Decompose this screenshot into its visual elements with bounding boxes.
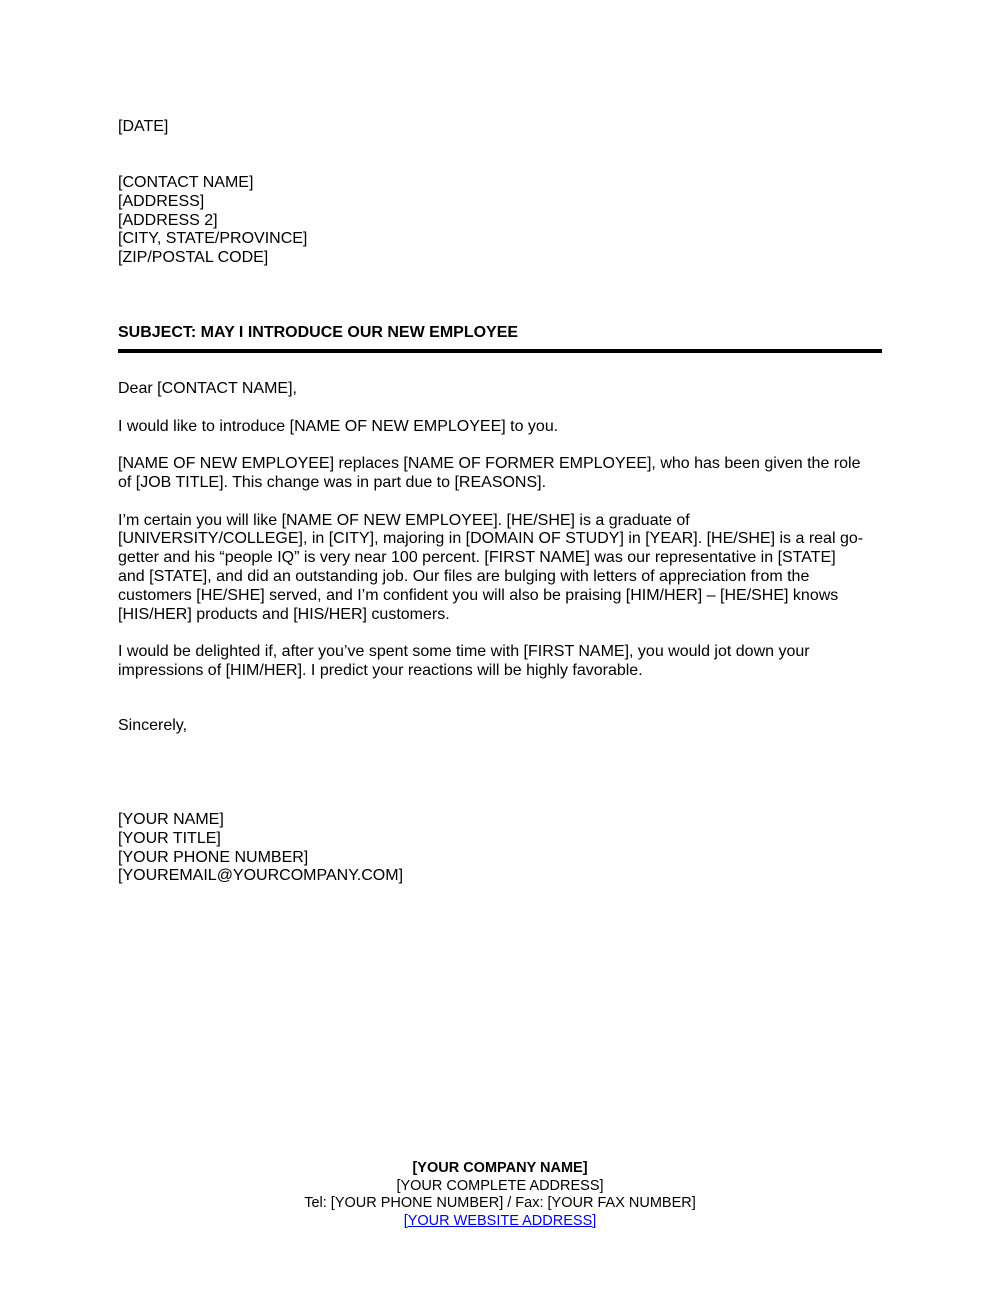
recipient-address-line-2: [ADDRESS 2] [118, 211, 218, 229]
signature-phone: [YOUR PHONE NUMBER] [118, 848, 309, 866]
body-paragraph [118, 418, 888, 437]
paragraph-line: getter and his “people IQ” is very near 100 percent. [FIRST NAME] was our representative in [STATE] [118, 549, 836, 567]
signature-name: [YOUR NAME] [118, 811, 224, 828]
subject-line: SUBJECT: MAY I INTRODUCE OUR NEW EMPLOYEE [118, 324, 519, 341]
letter-date: [DATE] [118, 118, 169, 135]
paragraph-line: and [STATE], and did an outstanding job. Our files are bulging with letters of appreciation from the [118, 567, 810, 585]
recipient-name: [CONTACT NAME] [118, 174, 254, 191]
paragraph-line: impressions of [HIM/HER]. I predict your reactions will be highly favorable. [118, 661, 643, 679]
footer-company-name: [YOUR COMPANY NAME] [412, 1160, 588, 1176]
signature-email: [YOUREMAIL@YOURCOMPANY.COM] [118, 867, 404, 885]
footer-address: [YOUR COMPLETE ADDRESS] [396, 1177, 604, 1194]
paragraph-line: customers [HE/SHE] served, and I’m confident you will also be praising [HIM/HER] – [HE/SHE] knows [118, 586, 839, 604]
footer-contact: Tel: [YOUR PHONE NUMBER] / Fax: [YOUR FAX NUMBER] [304, 1195, 696, 1212]
closing: Sincerely, [118, 717, 188, 734]
signature-block [118, 811, 403, 886]
body-paragraph [118, 455, 888, 493]
paragraph-line: [NAME OF NEW EMPLOYEE] replaces [NAME OF FORMER EMPLOYEE], who has been given the role [118, 455, 861, 473]
body-paragraph [118, 643, 888, 681]
recipient-postal-code: [ZIP/POSTAL CODE] [118, 249, 269, 267]
paragraph-line: [UNIVERSITY/COLLEGE], in [CITY], majoring in [DOMAIN OF STUDY] in [YEAR]. [HE/SHE] is a real go- [118, 530, 864, 548]
recipient-city-state: [CITY, STATE/PROVINCE] [118, 230, 308, 248]
paragraph-line: I would like to introduce [NAME OF NEW EMPLOYEE] to you. [118, 417, 559, 435]
body-paragraph [118, 512, 888, 625]
letterhead-footer [0, 1160, 1000, 1230]
subject-divider [118, 349, 882, 353]
paragraph-line: [HIS/HER] products and [HIS/HER] customers. [118, 605, 450, 623]
paragraph-line: I’m certain you will like [NAME OF NEW EMPLOYEE]. [HE/SHE] is a graduate of [118, 511, 690, 529]
recipient-address [118, 174, 307, 268]
footer-website-link[interactable]: [YOUR WEBSITE ADDRESS] [403, 1212, 597, 1229]
salutation: Dear [CONTACT NAME], [118, 380, 297, 397]
paragraph-line: I would be delighted if, after you’ve spent some time with [FIRST NAME], you would jot down your [118, 643, 810, 661]
recipient-address-line-1: [ADDRESS] [118, 192, 205, 210]
paragraph-line: of [JOB TITLE]. This change was in part due to [REASONS]. [118, 473, 547, 491]
signature-title: [YOUR TITLE] [118, 829, 221, 847]
letter-body [118, 380, 888, 700]
